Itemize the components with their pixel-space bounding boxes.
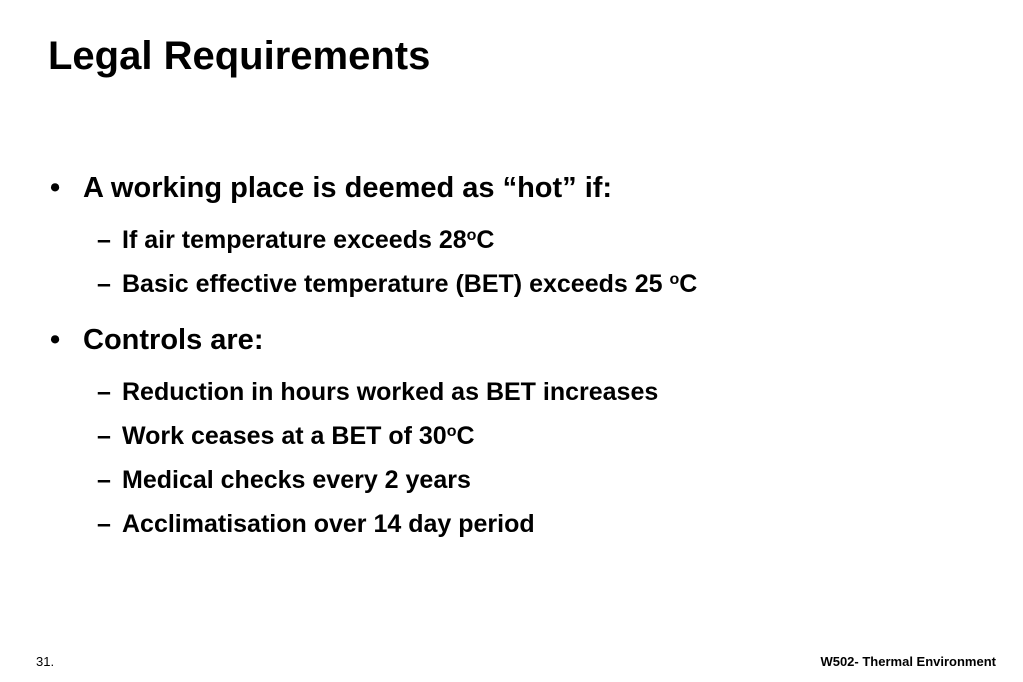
bullet-text: A working place is deemed as “hot” if: xyxy=(83,172,613,204)
sub-item-medical-checks xyxy=(0,458,1023,502)
sub-item-unit: C xyxy=(679,270,698,298)
sub-item-text: Work ceases at a BET of 30 xyxy=(122,422,447,450)
bullet-item-hot-definition xyxy=(0,168,1023,208)
bullet-text: Controls are: xyxy=(83,324,264,356)
bullet-icon: • xyxy=(50,324,61,356)
sub-item-work-ceases xyxy=(0,414,1023,458)
page-number: 31. xyxy=(36,654,55,669)
dash-icon: – xyxy=(97,466,111,494)
sub-item-air-temperature xyxy=(0,218,1023,262)
dash-icon: – xyxy=(97,270,111,298)
sub-item-text: Acclimatisation over 14 day period xyxy=(122,510,535,538)
dash-icon: – xyxy=(97,378,111,406)
sub-item-bet xyxy=(0,262,1023,306)
bullet-icon: • xyxy=(50,172,61,204)
degree-superscript: o xyxy=(446,423,457,440)
sub-item-text: If air temperature exceeds 28 xyxy=(122,226,467,254)
dash-icon: – xyxy=(97,510,111,538)
sub-item-unit: C xyxy=(456,422,475,450)
footer-course-title: W502- Thermal Environment xyxy=(820,654,996,669)
slide-body xyxy=(0,168,1023,546)
slide-title: Legal Requirements xyxy=(48,34,431,78)
sub-item-unit: C xyxy=(476,226,495,254)
degree-superscript: o xyxy=(466,227,477,244)
bullet-item-controls xyxy=(0,320,1023,360)
degree-superscript: o xyxy=(669,271,680,288)
sub-item-text: Medical checks every 2 years xyxy=(122,466,471,494)
sub-item-reduction-hours xyxy=(0,370,1023,414)
sub-item-acclimatisation xyxy=(0,502,1023,546)
dash-icon: – xyxy=(97,422,111,450)
dash-icon: – xyxy=(97,226,111,254)
sub-item-text: Reduction in hours worked as BET increases xyxy=(122,378,659,406)
sub-item-text: Basic effective temperature (BET) exceeds 25 xyxy=(122,270,670,298)
